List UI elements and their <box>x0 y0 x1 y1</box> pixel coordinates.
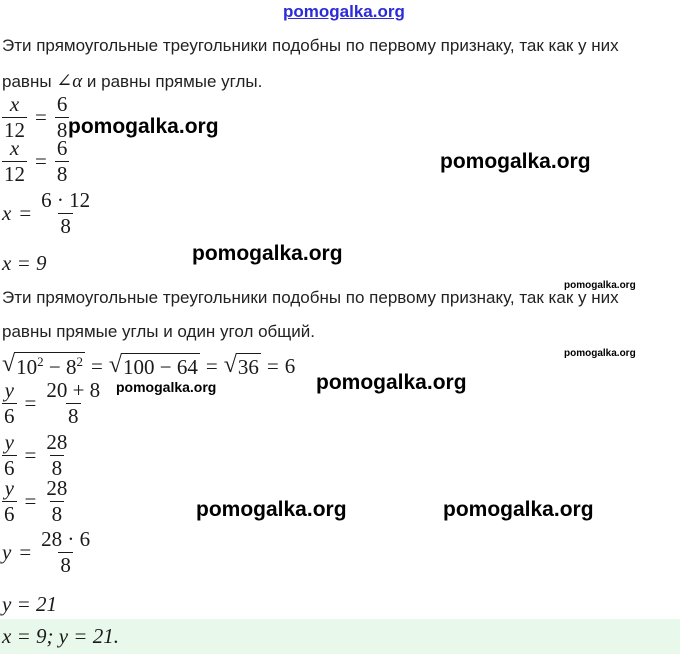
numerator: x <box>9 92 20 116</box>
watermark: pomogalka.org <box>192 242 343 265</box>
watermark: pomogalka.org <box>196 498 347 521</box>
equation-8 <box>2 529 92 576</box>
numerator: 28 · 6 <box>41 527 91 551</box>
denominator: 8 <box>51 456 63 480</box>
minus-8: − 8 <box>43 355 77 379</box>
fraction-x-12 <box>2 94 27 141</box>
equation-1 <box>2 94 69 141</box>
paragraph-1-line-1: Эти прямоугольные треугольники подобны по первому признаку, так как у них <box>2 36 619 55</box>
radicand: 100 − 64 <box>123 354 198 379</box>
equals-sign: = <box>35 105 47 129</box>
numerator: 6 <box>56 92 68 116</box>
denominator: 8 <box>60 214 71 238</box>
equals-sign: = <box>205 353 218 378</box>
watermark: pomogalka.org <box>443 498 594 521</box>
fraction-x-12 <box>2 138 27 185</box>
numerator: 28 <box>46 476 68 500</box>
denominator: 12 <box>4 162 25 186</box>
equation-4: x = 9 <box>2 251 47 275</box>
equals-sign: = <box>19 201 32 225</box>
equals-sign: = <box>19 540 32 564</box>
equation-3 <box>2 190 92 237</box>
fraction-y-6 <box>2 380 17 427</box>
exponent: 2 <box>76 354 84 369</box>
watermark: pomogalka.org <box>316 371 467 394</box>
fraction-28-8 <box>44 432 69 479</box>
exponent: 2 <box>37 354 44 369</box>
equation-sqrt <box>2 352 295 380</box>
denominator: 8 <box>56 118 68 142</box>
radicand: 36 <box>237 354 259 379</box>
fraction-28x6-8 <box>39 529 92 576</box>
equals-sign: = <box>35 149 47 173</box>
numerator: 20 + 8 <box>46 378 101 402</box>
fraction-28-8 <box>44 478 69 525</box>
sqrt-2: √ 100 − 64 <box>108 351 198 379</box>
equals-sign: = <box>91 353 103 378</box>
equals-sign: = <box>24 391 37 415</box>
fraction-6x12-8 <box>39 190 92 237</box>
equals-sign: = <box>24 443 37 467</box>
base-10: 10 <box>16 355 38 379</box>
fraction-6-8 <box>55 138 70 185</box>
denominator: 6 <box>4 404 15 428</box>
watermark-top: pomogalka.org <box>283 2 405 21</box>
answer-text: x = 9; y = 21. <box>2 624 119 648</box>
numerator: 28 <box>46 430 68 454</box>
sqrt-3: √ 36 <box>223 351 259 379</box>
sqrt-1: √ $10^2 - 8^2$ <box>2 351 84 379</box>
paragraph-1-text-a: равны <box>2 72 57 91</box>
paragraph-2-line-2: равны прямые углы и один угол общий. <box>2 322 315 341</box>
denominator: 8 <box>68 404 79 428</box>
numerator: y <box>4 378 14 402</box>
watermark: pomogalka.org <box>440 150 591 173</box>
denominator: 6 <box>4 456 15 480</box>
angle-alpha: ∠α <box>56 71 83 92</box>
variable-x: x <box>2 201 12 225</box>
equation-9: y = 21 <box>2 592 57 616</box>
denominator: 8 <box>56 162 68 186</box>
watermark: pomogalka.org <box>564 280 636 291</box>
paragraph-2-line-1: Эти прямоугольные треугольники подобны по первому признаку, так как у них <box>2 288 619 307</box>
equation-5 <box>2 380 102 427</box>
result: 6 <box>284 353 296 378</box>
denominator: 12 <box>4 118 25 142</box>
denominator: 6 <box>4 502 15 526</box>
equals-sign: = <box>266 353 279 378</box>
watermark: pomogalka.org <box>564 348 636 359</box>
watermark: pomogalka.org <box>68 115 219 138</box>
equation-6 <box>2 432 69 479</box>
fraction-20plus8-8 <box>44 380 102 427</box>
numerator: x <box>9 136 20 160</box>
numerator: 6 <box>56 136 68 160</box>
answer-box <box>0 619 680 654</box>
numerator: 6 · 12 <box>41 188 91 212</box>
fraction-y-6 <box>2 432 17 479</box>
equation-7 <box>2 478 69 525</box>
paragraph-1-text-b: и равны прямые углы. <box>82 72 263 91</box>
equals-sign: = <box>24 489 37 513</box>
watermark: pomogalka.org <box>116 379 217 395</box>
numerator: y <box>4 430 14 454</box>
numerator: y <box>4 476 14 500</box>
denominator: 8 <box>51 502 63 526</box>
variable-y: y <box>2 540 12 564</box>
equation-2 <box>2 138 69 185</box>
denominator: 8 <box>60 553 71 577</box>
fraction-y-6 <box>2 478 17 525</box>
paragraph-1-line-2 <box>2 70 262 93</box>
